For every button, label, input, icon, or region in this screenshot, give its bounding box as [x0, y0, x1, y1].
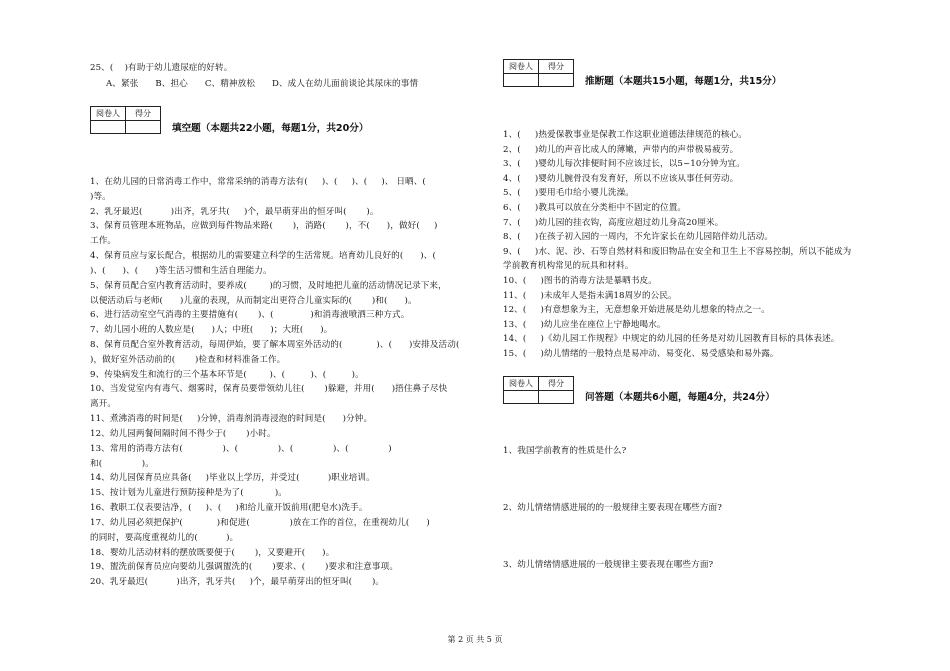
question-line: 18、婴幼儿活动材料的摆放既要便于( )，又要避开( )。 [90, 547, 335, 558]
question-line: 8、( )在孩子初入园的一周内，不允许家长在幼儿园陪伴幼儿活动。 [503, 232, 774, 243]
question-line: 3、保育员管理本班物品，应做到每件物品来路( )，消路( )，不( )，做好( ) [90, 221, 438, 232]
question-line: 4、保育员应与家长配合，根据幼儿的需要建立科学的生活常规。培育幼儿良好的( )、( [90, 251, 436, 262]
reviewer-blank [91, 120, 126, 133]
question-line: 16、教职工仪表要洁净，( )、( )和给儿童开饭前用(肥皂水)洗手。 [90, 503, 368, 514]
question-line: 12、( )有意想象为主，无意想象开始进展是幼儿想象的特点之一。 [503, 305, 770, 316]
question-line: 13、( )幼儿应坐在座位上宁静地喝水。 [503, 319, 666, 330]
question-line: 6、( )教具可以放在分类柜中不固定的位置。 [503, 203, 687, 213]
question-25-stem: 25、( )有助于幼儿遗尿症的好转。 [90, 63, 233, 73]
judge-score-box [503, 59, 574, 74]
question-line: 离开。 [90, 399, 117, 410]
score-label: 得分 [135, 108, 151, 118]
score-blank [126, 120, 160, 133]
question-line: 2、( )幼儿的声音比成人的薄嫩，声带内的声带极易疲劳。 [503, 144, 739, 155]
question-line: 19、盥洗前保育员应向要幼儿强调盥洗的( )要求、( )要求和注意事项。 [90, 562, 399, 573]
fill-score-box [90, 106, 161, 121]
question-line: 5、( )要用毛巾给小婴儿洗澡。 [503, 188, 634, 199]
question-line: 13、常用的消毒方法有( )、( )、( )、( ) [90, 443, 392, 454]
question-line: 10、( )图书的消毒方法是暴晒书皮。 [503, 276, 657, 286]
question-line: 15、按计划为儿童进行预防接种是为了( )。 [90, 488, 287, 499]
judge-section-title: 推断题（本题共15小题，每题1分，共15分） [585, 76, 782, 87]
score-blank [539, 73, 573, 86]
reviewer-label: 阅卷人 [504, 377, 539, 390]
question-line: 3、( )婴幼儿每次排便时间不应该过长，以5~10分钟为宜。 [503, 159, 745, 170]
question-line: 的同时，要高度重视幼儿的( )。 [90, 532, 239, 543]
question-line: 3、幼儿情绪情感进展的一般规律主要表现在哪些方面? [503, 560, 714, 570]
question-line: 14、( )《幼儿园工作规程》中规定的幼儿园的任务是对幼儿园教育目标的具体表述。 [503, 334, 840, 345]
qa-score-box [503, 376, 574, 391]
qa-section-title: 问答题（本题共6小题，每题4分，共24分） [585, 392, 775, 403]
question-line: 9、( )水、泥、沙、石等自然材料和废旧物品在安全和卫生上不容易控制，所以不能成为 [503, 246, 852, 257]
question-line: 2、幼儿情绪情感进展的的一般规律主要表现在哪些方面? [503, 503, 722, 513]
question-line: 9、传染病发生和流行的三个基本环节是( )、( )、( )。 [90, 369, 364, 380]
question-line: 12、幼儿园两餐间隔时间不得少于( )小时。 [90, 428, 276, 439]
question-line: )等。 [90, 191, 111, 202]
question-line: 工作。 [90, 236, 117, 247]
question-line: 11、煮沸消毒的时间是( )分钟，消毒剂消毒浸泡的时间是( )分钟。 [90, 414, 373, 425]
reviewer-blank [504, 390, 539, 403]
question-line: )、( )、( )等生活习惯和生活自理能力。 [90, 265, 272, 276]
score-label: 得分 [548, 61, 564, 71]
score-blank [539, 390, 573, 403]
fill-score-blank-row [90, 120, 161, 134]
question-line: 1、我国学前教育的性质是什么? [503, 446, 627, 456]
question-line: 4、( )婴幼儿腕骨没有发育好，所以不应该从事任何劳动。 [503, 173, 739, 184]
page-footer: 第 2 页 共 5 页 [447, 635, 503, 644]
question-line: 17、幼儿园必须把保护( )和促进( )放在工作的首位，在重视幼儿( ) [90, 517, 430, 528]
question-line: 以便活动后与老师( )儿童的表现，从而制定出更符合儿童实际的( )和( )。 [90, 295, 417, 306]
fill-section-title: 填空题（本题共22小题，每题1分，共20分） [172, 123, 369, 134]
reviewer-label: 阅卷人 [504, 60, 539, 73]
judge-score-blank-row [503, 73, 574, 87]
question-line: 5、保育员配合室内教育活动时，要养成( )的习惯，及时地把儿童的活动情况记录下来， [90, 280, 447, 291]
question-line: 8、保育员配合室外教育活动，每周伊始，要了解本周室外活动的( )、( )安排及活动( [90, 340, 460, 351]
question-line: 7、( )幼儿园的挂衣钩，高度应超过幼儿身高20厘米。 [503, 217, 724, 228]
question-line: 11、( )未成年人是指未满18周岁的公民。 [503, 290, 677, 301]
question-25-options: A、紧张 B、担心 C、精神放松 D、成人在幼儿面前谈论其尿床的事情 [106, 79, 419, 89]
question-line: 1、在幼儿园的日常消毒工作中，常常采纳的消毒方法有( )、( )、( )、 日晒、( [90, 177, 426, 187]
question-line: 14、幼儿园保育员应具备( )毕业以上学历，并受过( )职业培训。 [90, 473, 375, 484]
reviewer-label: 阅卷人 [91, 107, 126, 120]
question-line: )，做好室外活动前的( )检查和材料准备工作。 [90, 354, 286, 365]
question-line: 6、进行活动室空气消毒的主要措施有( )、( )和消毒液喷洒三种方式。 [90, 310, 410, 321]
question-line: 15、( )幼儿情绪的一般特点是易冲动、易变化、易受感染和易外露。 [503, 349, 779, 359]
qa-score-blank-row [503, 390, 574, 404]
question-line: 20、乳牙最迟( )出齐，乳牙共( )个，最早萌芽出的恒牙叫( )。 [90, 577, 385, 588]
question-line: 10、当发觉室内有毒气、烟雾时，保育员要带领幼儿往( )躲避，并用( )捂住鼻子尽快 [90, 384, 448, 395]
question-line: 2、乳牙最迟( )出齐，乳牙共( )个，最早萌芽出的恒牙叫( )。 [90, 206, 379, 217]
question-line: 和( )。 [90, 458, 154, 469]
score-label: 得分 [548, 378, 564, 388]
question-line: 1、( )热爱保教事业是保教工作这职业道德法律规范的核心。 [503, 130, 747, 140]
question-line: 7、幼儿园小班的人数应是( )人；中班( )；大班( )。 [90, 325, 333, 336]
question-line: 学前教育机构常见的玩具和材料。 [503, 261, 634, 272]
reviewer-blank [504, 73, 539, 86]
